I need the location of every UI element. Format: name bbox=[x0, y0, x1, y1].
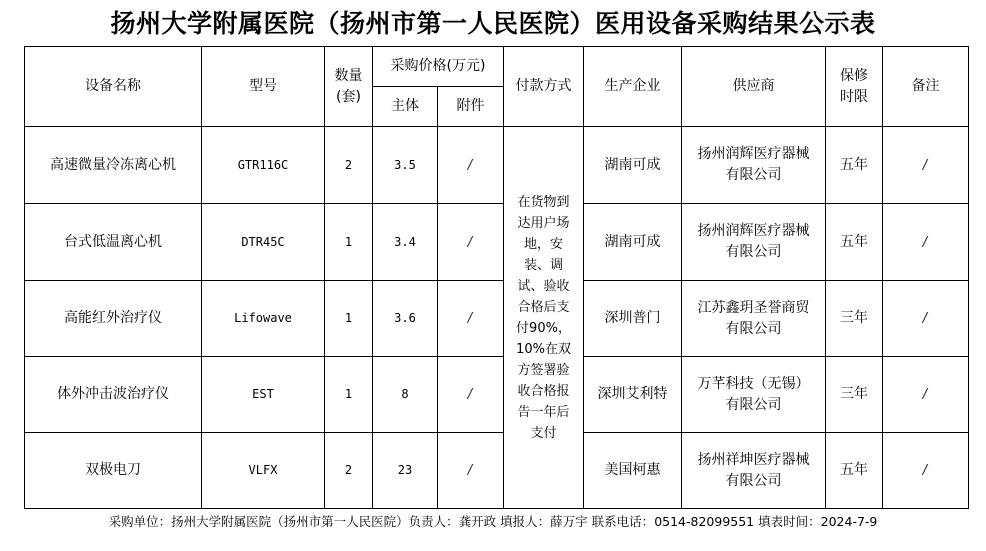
cell-price-main: 3.4 bbox=[373, 204, 438, 281]
cell-warranty: 三年 bbox=[826, 357, 883, 433]
procurement-table bbox=[24, 46, 969, 509]
cell-name: 台式低温离心机 bbox=[25, 204, 202, 281]
cell-maker: 美国柯惠 bbox=[584, 433, 682, 509]
cell-supplier: 江苏鑫玥圣誉商贸有限公司 bbox=[682, 281, 826, 357]
header-supplier: 供应商 bbox=[682, 47, 826, 127]
cell-maker: 深圳艾利特 bbox=[584, 357, 682, 433]
cell-qty: 1 bbox=[325, 281, 373, 357]
cell-model: VLFX bbox=[202, 433, 325, 509]
header-name: 设备名称 bbox=[25, 47, 202, 127]
cell-price-main: 3.5 bbox=[373, 127, 438, 204]
table-row bbox=[25, 357, 969, 433]
header-row bbox=[25, 47, 969, 87]
cell-warranty: 五年 bbox=[826, 127, 883, 204]
footer-info bbox=[0, 512, 986, 530]
cell-price-main: 3.6 bbox=[373, 281, 438, 357]
table-row bbox=[25, 204, 969, 281]
cell-remark: / bbox=[883, 281, 969, 357]
cell-qty: 2 bbox=[325, 433, 373, 509]
footer-unit-label: 采购单位： bbox=[108, 514, 172, 529]
cell-model: GTR116C bbox=[202, 127, 325, 204]
cell-supplier: 扬州祥坤医疗器械有限公司 bbox=[682, 433, 826, 509]
cell-remark: / bbox=[883, 357, 969, 433]
cell-price-acc: / bbox=[438, 281, 504, 357]
table-row bbox=[25, 433, 969, 509]
cell-supplier: 扬州润辉医疗器械有限公司 bbox=[682, 127, 826, 204]
header-model: 型号 bbox=[202, 47, 325, 127]
cell-remark: / bbox=[883, 433, 969, 509]
header-maker: 生产企业 bbox=[584, 47, 682, 127]
cell-qty: 1 bbox=[325, 204, 373, 281]
cell-supplier: 万芊科技（无锡）有限公司 bbox=[682, 357, 826, 433]
cell-price-acc: / bbox=[438, 433, 504, 509]
cell-warranty: 五年 bbox=[826, 204, 883, 281]
cell-name: 双极电刀 bbox=[25, 433, 202, 509]
cell-qty: 1 bbox=[325, 357, 373, 433]
cell-remark: / bbox=[883, 127, 969, 204]
cell-maker: 湖南可成 bbox=[584, 204, 682, 281]
footer-phone: 0514-82099551 bbox=[654, 514, 755, 529]
footer-owner-label: 负责人： bbox=[408, 514, 459, 529]
cell-model: Lifowave bbox=[202, 281, 325, 357]
cell-price-acc: / bbox=[438, 127, 504, 204]
cell-name: 体外冲击波治疗仪 bbox=[25, 357, 202, 433]
footer-unit: 扬州大学附属医院（扬州市第一人民医院） bbox=[171, 514, 409, 529]
footer-owner: 龚开政 bbox=[458, 514, 497, 529]
cell-price-acc: / bbox=[438, 357, 504, 433]
cell-warranty: 五年 bbox=[826, 433, 883, 509]
cell-remark: / bbox=[883, 204, 969, 281]
cell-model: EST bbox=[202, 357, 325, 433]
cell-warranty: 三年 bbox=[826, 281, 883, 357]
header-price-acc: 附件 bbox=[438, 87, 504, 127]
header-payment: 付款方式 bbox=[504, 47, 584, 127]
cell-name: 高速微量冷冻离心机 bbox=[25, 127, 202, 204]
cell-qty: 2 bbox=[325, 127, 373, 204]
header-price-main: 主体 bbox=[373, 87, 438, 127]
page-title: 扬州大学附属医院（扬州市第一人民医院）医用设备采购结果公示表 bbox=[110, 9, 876, 38]
footer-reporter-label: 填报人： bbox=[500, 514, 551, 529]
footer-date: 2024-7-9 bbox=[820, 514, 878, 529]
cell-price-main: 8 bbox=[373, 357, 438, 433]
cell-price-acc: / bbox=[438, 204, 504, 281]
cell-name: 高能红外治疗仪 bbox=[25, 281, 202, 357]
header-warranty: 保修时限 bbox=[826, 47, 883, 127]
cell-model: DTR45C bbox=[202, 204, 325, 281]
cell-supplier: 扬州润辉医疗器械有限公司 bbox=[682, 204, 826, 281]
table-row bbox=[25, 127, 969, 204]
cell-maker: 深圳普门 bbox=[584, 281, 682, 357]
header-remark: 备注 bbox=[883, 47, 969, 127]
footer-date-label: 填表时间： bbox=[758, 514, 821, 529]
header-price: 采购价格(万元) bbox=[373, 47, 504, 87]
cell-price-main: 23 bbox=[373, 433, 438, 509]
cell-maker: 湖南可成 bbox=[584, 127, 682, 204]
table-row bbox=[25, 281, 969, 357]
footer-phone-label: 联系电话： bbox=[591, 514, 655, 529]
footer-reporter: 薛万宇 bbox=[550, 514, 588, 529]
header-qty: 数量(套) bbox=[325, 47, 373, 127]
cell-payment-terms: 在货物到达用户场地，安装、调试、验收合格后支付90%，10%在双方签署验收合格报告一年后支付 bbox=[504, 127, 584, 509]
